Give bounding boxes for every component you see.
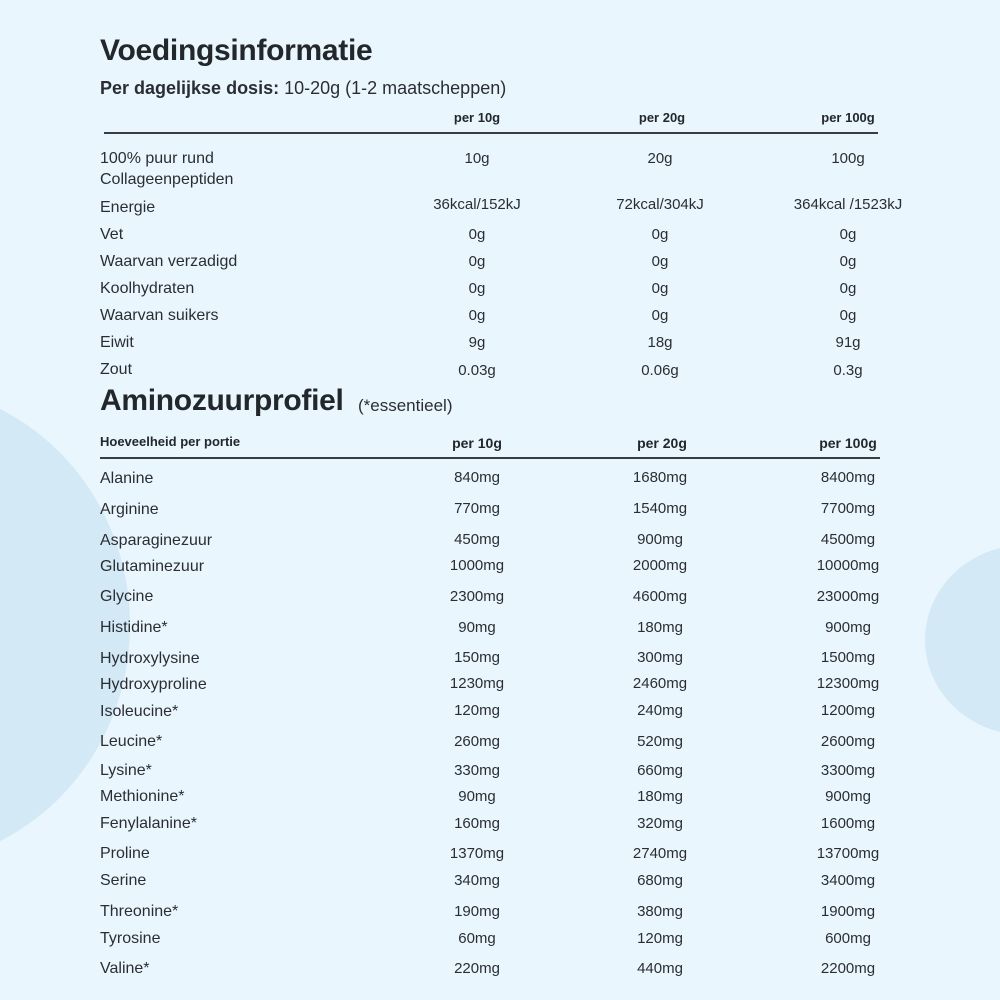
nutrition-cell: 0g <box>468 307 486 324</box>
amino-cell: 660mg <box>637 762 683 779</box>
amino-cell: 2740mg <box>632 845 688 862</box>
nutrition-cell: 10g <box>464 150 490 167</box>
dose-label: Per dagelijkse dosis: <box>100 78 280 98</box>
nutrition-row-label: Koolhydraten <box>100 280 195 297</box>
nutrition-row-label: Waarvan verzadigd <box>100 253 238 270</box>
nutrition-cell: 0g <box>839 253 857 270</box>
dose-value: 10-20g (1-2 maatscheppen) <box>279 78 507 98</box>
nutrition-row-label: 100% puur rund Collageenpeptiden <box>100 150 234 188</box>
amino-cell: 1200mg <box>820 702 876 719</box>
nutrition-cell: 36kcal/152kJ <box>433 196 521 213</box>
amino-cell: 900mg <box>637 531 683 548</box>
background-circle-right <box>925 545 1000 735</box>
amino-cell: 240mg <box>637 702 683 719</box>
amino-col-header: per 100g <box>819 435 877 451</box>
amino-cell: 90mg <box>458 788 496 805</box>
nutrition-cell: 91g <box>835 334 861 351</box>
nutrition-cell: 0g <box>651 280 669 297</box>
amino-cell: 7700mg <box>820 500 876 517</box>
amino-cell: 120mg <box>454 702 500 719</box>
nutrition-cell: 0.3g <box>833 362 863 379</box>
amino-cell: 3300mg <box>820 762 876 779</box>
amino-cell: 180mg <box>637 619 683 636</box>
amino-row-label: Asparaginezuur <box>100 532 213 549</box>
amino-cell: 160mg <box>454 815 500 832</box>
amino-cell: 1370mg <box>449 845 505 862</box>
amino-header-label: Hoeveelheid per portie <box>100 434 241 449</box>
amino-row-label: Hydroxylysine <box>100 650 200 667</box>
amino-row-label: Arginine <box>100 501 159 518</box>
amino-header-divider <box>100 457 880 459</box>
dose-info <box>100 78 506 99</box>
amino-cell: 680mg <box>637 872 683 889</box>
amino-row-label: Isoleucine* <box>100 703 179 720</box>
amino-cell: 13700mg <box>816 845 880 862</box>
amino-row-label: Alanine <box>100 470 154 487</box>
amino-cell: 600mg <box>825 930 871 947</box>
nutrition-cell: 72kcal/304kJ <box>616 196 704 213</box>
nutrition-cell: 0.06g <box>641 362 679 379</box>
amino-title: Aminozuurprofiel <box>100 384 344 417</box>
amino-cell: 8400mg <box>820 469 876 486</box>
nutrition-cell: 0g <box>651 226 669 243</box>
amino-cell: 900mg <box>825 619 871 636</box>
amino-cell: 4600mg <box>632 588 688 605</box>
nutrition-col-header: per 10g <box>453 110 501 125</box>
amino-cell: 260mg <box>454 733 500 750</box>
amino-cell: 1230mg <box>449 675 505 692</box>
amino-cell: 10000mg <box>816 557 880 574</box>
amino-cell: 440mg <box>637 960 683 977</box>
nutrition-row-label: Waarvan suikers <box>100 307 219 324</box>
amino-note: (*essentieel) <box>358 396 453 415</box>
amino-cell: 1000mg <box>449 557 505 574</box>
amino-cell: 770mg <box>454 500 500 517</box>
amino-cell: 2000mg <box>632 557 688 574</box>
nutrition-cell: 0g <box>468 280 486 297</box>
amino-cell: 60mg <box>458 930 496 947</box>
nutrition-cell: 100g <box>831 150 865 167</box>
amino-cell: 300mg <box>637 649 683 666</box>
nutrition-col-header: per 100g <box>821 110 875 125</box>
amino-cell: 180mg <box>637 788 683 805</box>
nutrition-cell: 364kcal /1523kJ <box>793 196 903 213</box>
nutrition-cell: 0g <box>468 253 486 270</box>
nutrition-cell: 0g <box>468 226 486 243</box>
nutrition-cell: 0g <box>839 280 857 297</box>
amino-cell: 380mg <box>637 903 683 920</box>
amino-cell: 340mg <box>454 872 500 889</box>
nutrition-cell: 0g <box>839 307 857 324</box>
amino-cell: 23000mg <box>816 588 880 605</box>
nutrition-cell: 0.03g <box>458 362 496 379</box>
amino-cell: 3400mg <box>820 872 876 889</box>
amino-cell: 1680mg <box>632 469 688 486</box>
amino-cell: 12300mg <box>816 675 880 692</box>
amino-cell: 900mg <box>825 788 871 805</box>
amino-cell: 220mg <box>454 960 500 977</box>
amino-row-label: Glycine <box>100 588 154 605</box>
amino-row-label: Hydroxyproline <box>100 676 207 693</box>
nutrition-cell: 18g <box>647 334 673 351</box>
amino-cell: 1900mg <box>820 903 876 920</box>
nutrition-cell: 0g <box>651 253 669 270</box>
amino-cell: 4500mg <box>820 531 876 548</box>
amino-row-label: Methionine* <box>100 788 185 805</box>
nutrition-row-label: Eiwit <box>100 334 134 351</box>
nutrition-header-divider <box>104 132 878 134</box>
nutrition-cell: 9g <box>468 334 486 351</box>
amino-row-label: Leucine* <box>100 733 163 750</box>
amino-cell: 330mg <box>454 762 500 779</box>
amino-row-label: Proline <box>100 845 150 862</box>
amino-row-label: Tyrosine <box>100 930 161 947</box>
nutrition-cell: 0g <box>651 307 669 324</box>
amino-col-header: per 10g <box>452 435 502 451</box>
amino-cell: 120mg <box>637 930 683 947</box>
amino-row-label: Threonine* <box>100 903 179 920</box>
amino-cell: 1500mg <box>820 649 876 666</box>
amino-cell: 90mg <box>458 619 496 636</box>
amino-cell: 840mg <box>454 469 500 486</box>
nutrition-cell: 20g <box>647 150 673 167</box>
nutrition-col-header: per 20g <box>638 110 686 125</box>
amino-row-label: Valine* <box>100 960 150 977</box>
amino-row-label: Lysine* <box>100 762 152 779</box>
amino-cell: 320mg <box>637 815 683 832</box>
amino-cell: 1600mg <box>820 815 876 832</box>
amino-cell: 520mg <box>637 733 683 750</box>
amino-cell: 150mg <box>454 649 500 666</box>
nutrition-title: Voedingsinformatie <box>100 34 373 67</box>
amino-row-label: Serine <box>100 872 147 889</box>
amino-cell: 190mg <box>454 903 500 920</box>
amino-cell: 2600mg <box>820 733 876 750</box>
amino-cell: 2460mg <box>632 675 688 692</box>
amino-cell: 1540mg <box>632 500 688 517</box>
nutrition-row-label: Energie <box>100 199 156 216</box>
nutrition-row-label: Zout <box>100 361 133 378</box>
amino-cell: 2300mg <box>449 588 505 605</box>
nutrition-row-label: Vet <box>100 226 124 243</box>
amino-cell: 2200mg <box>820 960 876 977</box>
nutrition-cell: 0g <box>839 226 857 243</box>
amino-row-label: Histidine* <box>100 619 168 636</box>
amino-cell: 450mg <box>454 531 500 548</box>
amino-row-label: Fenylalanine* <box>100 815 197 832</box>
amino-col-header: per 20g <box>637 435 687 451</box>
amino-row-label: Glutaminezuur <box>100 558 205 575</box>
